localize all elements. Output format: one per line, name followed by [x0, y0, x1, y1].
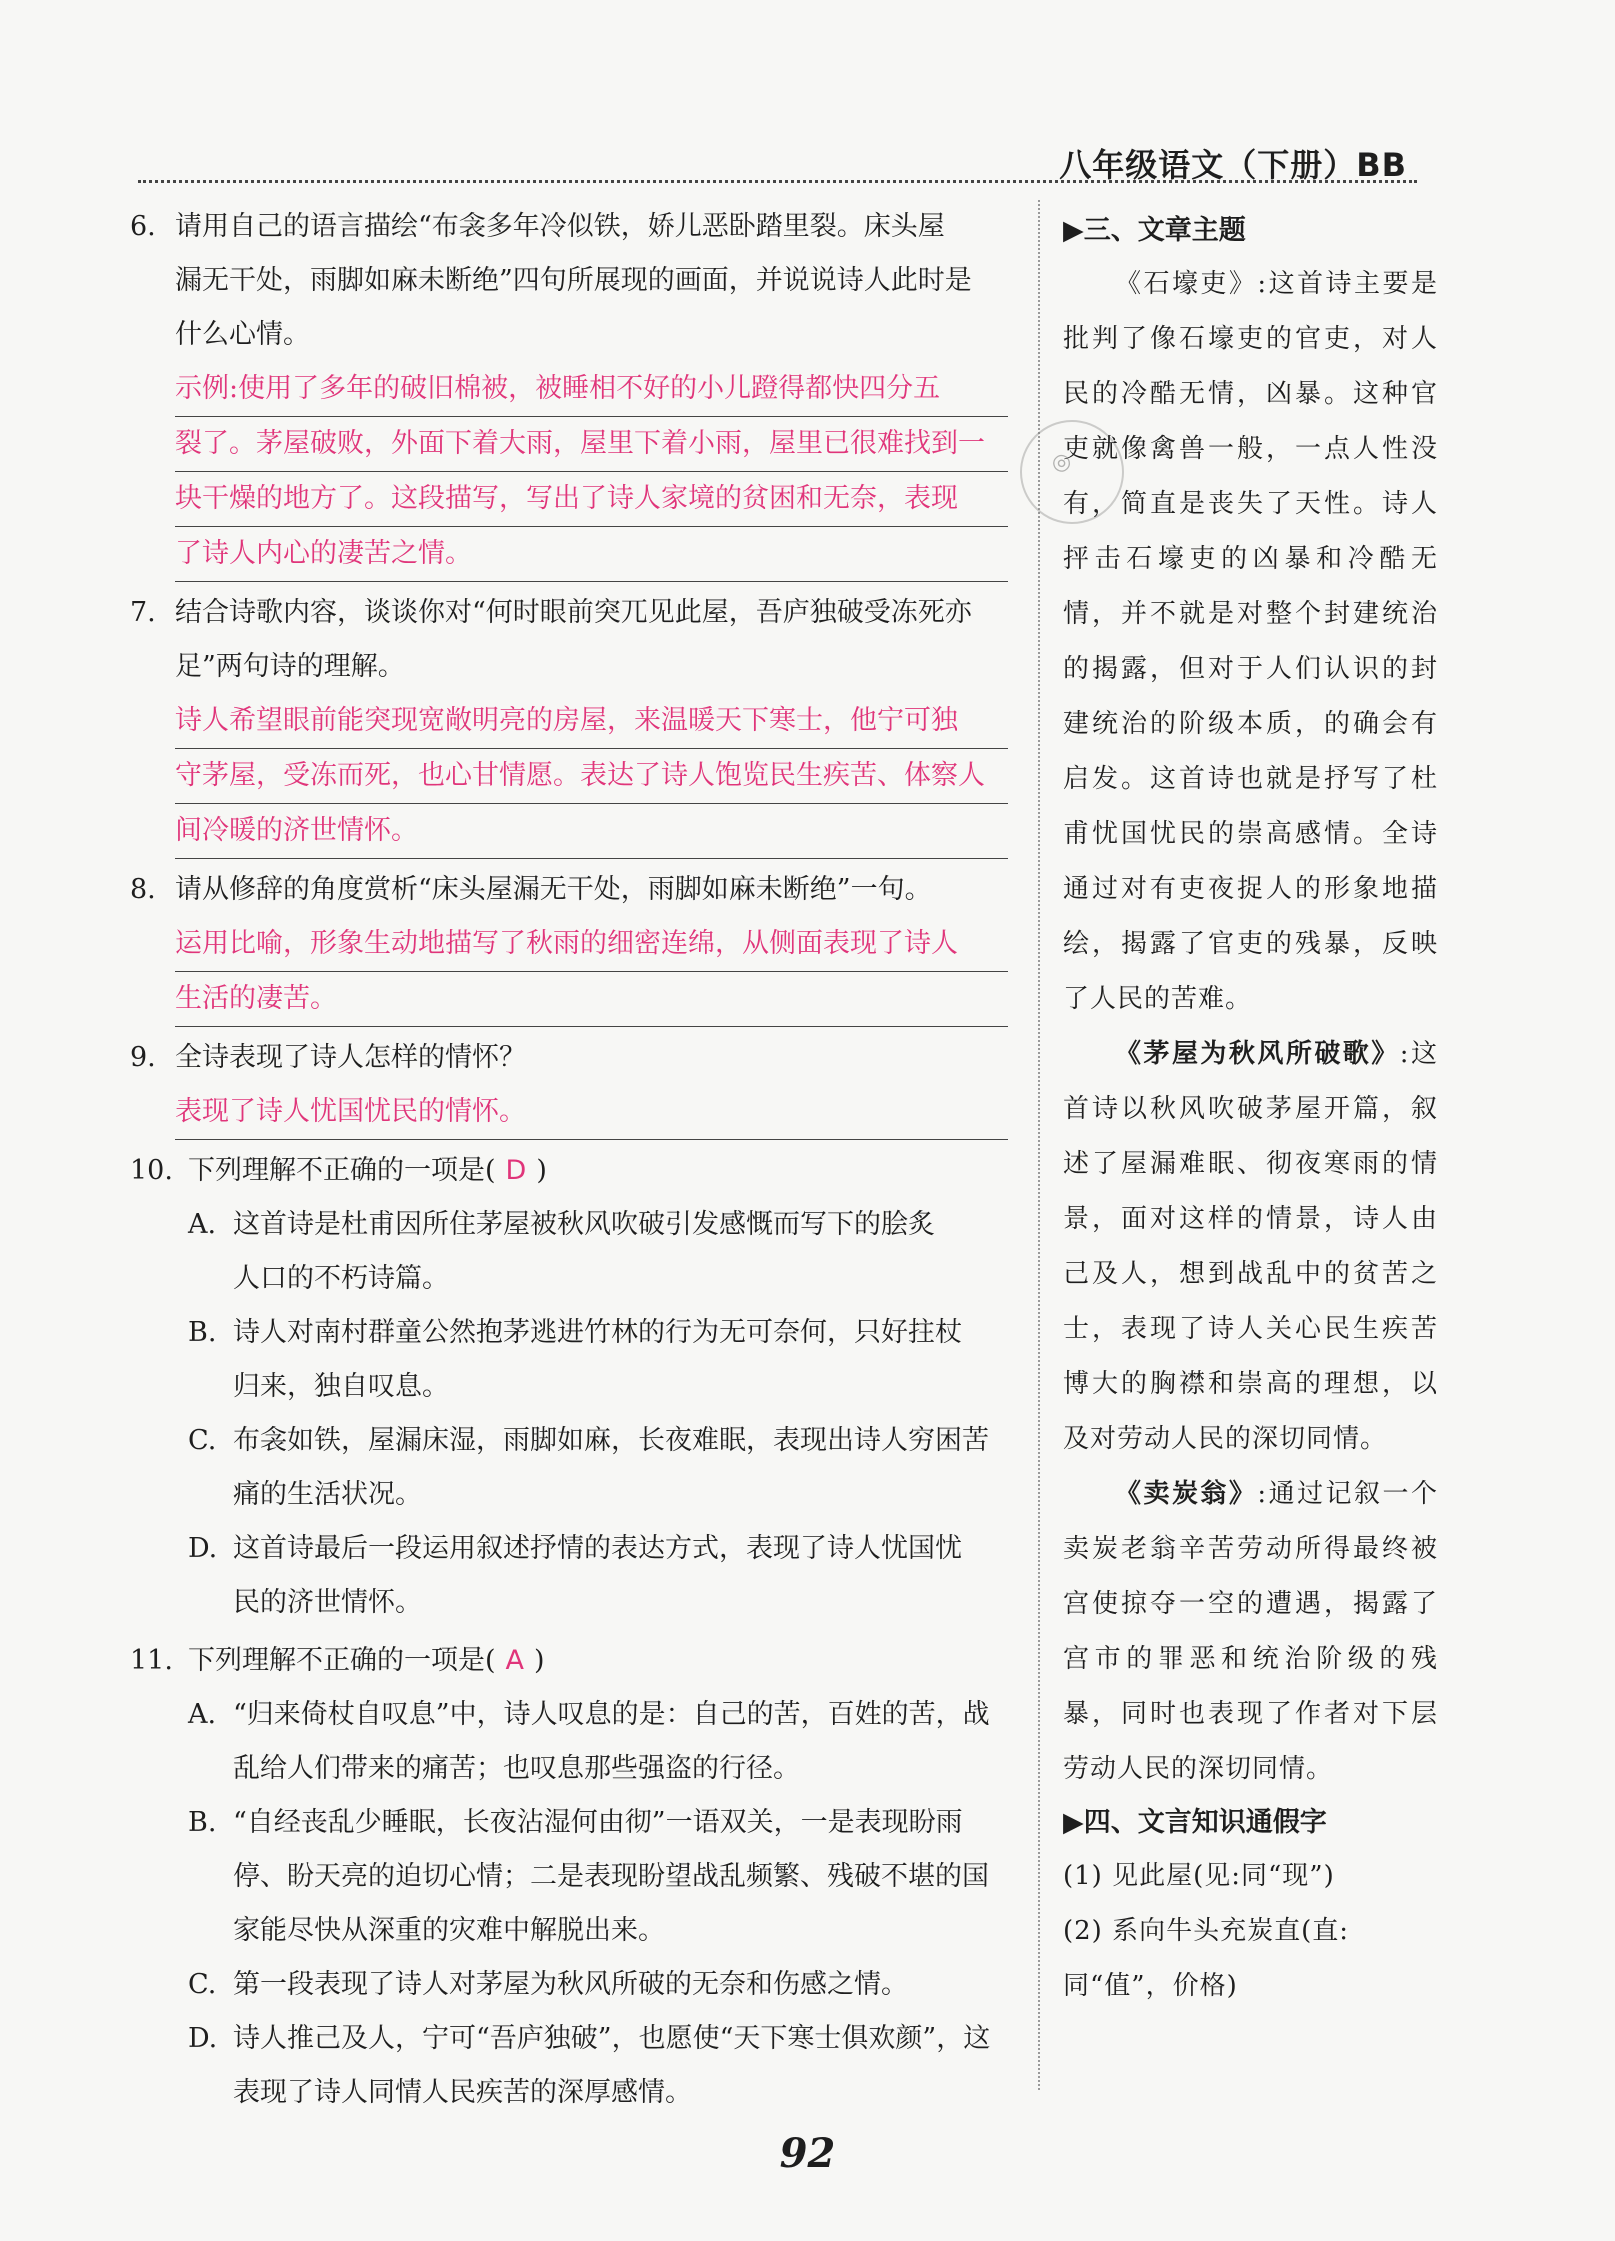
- question-line: 请从修辞的角度赏析“床头屋漏无干处，雨脚如麻未断绝”一句。: [175, 874, 932, 905]
- work-title: 《石壕吏》: [1115, 269, 1258, 299]
- answer-line: 生活的凄苦。: [175, 972, 1008, 1027]
- option-line: 诗人对南村群童公然抱茅逃进竹林的行为无可奈何，只好拄杖: [233, 1317, 962, 1348]
- question-line: 全诗表现了诗人怎样的情怀？: [175, 1042, 526, 1073]
- work-title: 《茅屋为秋风所破歌》: [1115, 1039, 1400, 1069]
- question-number: 6.: [130, 211, 156, 242]
- answer-choice: A: [505, 1645, 525, 1676]
- option-c: [130, 1958, 1008, 2012]
- theme-text: :通过记叙一个卖炭老翁辛苦劳动所得最终被宫使掠夺一空的遭遇，揭露了宫市的罪恶和统治阶级的残暴，同时也表现了作者对下层劳动人民的深切同情。: [1063, 1479, 1438, 1784]
- option-a: [130, 1198, 1008, 1306]
- work-title: 《卖炭翁》: [1115, 1479, 1258, 1509]
- question-number: 8.: [130, 874, 156, 905]
- option-d: [130, 2012, 1008, 2120]
- answer-line: 运用比喻，形象生动地描写了秋雨的细密连绵，从侧面表现了诗人: [175, 917, 1008, 972]
- answer-8: [130, 917, 1008, 1027]
- option-letter: B.: [188, 1317, 217, 1348]
- question-close: ): [534, 1645, 545, 1676]
- option-c: [130, 1414, 1008, 1522]
- answer-line: 了诗人内心的凄苦之情。: [175, 527, 1008, 582]
- option-letter: A.: [188, 1209, 217, 1240]
- option-line: 这首诗是杜甫因所住茅屋被秋风吹破引发感慨而写下的脍炙: [233, 1209, 935, 1240]
- questions-column: [130, 200, 1008, 2120]
- option-line: “归来倚杖自叹息”中，诗人叹息的是：自己的苦，百姓的苦，战: [233, 1699, 990, 1730]
- question-6: [130, 200, 1008, 362]
- option-letter: D.: [188, 1533, 218, 1564]
- notes-sidebar: [1063, 205, 1438, 2014]
- section-heading: ▶三、文章主题: [1063, 215, 1246, 246]
- question-line: 结合诗歌内容，谈谈你对“何时眼前突兀见此屋，吾庐独破受冻死亦: [175, 597, 972, 628]
- stamp-mark: ◎: [1049, 448, 1074, 477]
- option-line: 民的济世情怀。: [233, 1587, 422, 1618]
- option-letter: C.: [188, 1969, 217, 2000]
- answer-6: [130, 362, 1008, 582]
- answer-line: 块干燥的地方了。这段描写，写出了诗人家境的贫困和无奈，表现: [175, 472, 1008, 527]
- option-line: 诗人推己及人，宁可“吾庐独破”，也愿使“天下寒士俱欢颜”，这: [233, 2023, 991, 2054]
- book-title: 八年级语文（下册）BB: [1059, 146, 1407, 184]
- question-number: 10.: [130, 1155, 173, 1186]
- option-d: [130, 1522, 1008, 1630]
- answer-line: 示例:使用了多年的破旧棉被，被睡相不好的小儿蹬得都快四分五: [175, 362, 1008, 417]
- answer-choice: D: [505, 1155, 527, 1186]
- question-line: 什么心情。: [175, 319, 310, 350]
- option-line: 人口的不朽诗篇。: [233, 1263, 449, 1294]
- note-item: (1) 见此屋(见:同“现”): [1063, 1861, 1335, 1891]
- question-8: [130, 863, 1008, 917]
- option-b: [130, 1796, 1008, 1958]
- option-line: 停、盼天亮的迫切心情；二是表现盼望战乱频繁、残破不堪的国: [233, 1861, 989, 1892]
- question-line: 漏无干处，雨脚如麻未断绝”四句所展现的画面，并说说诗人此时是: [175, 265, 972, 296]
- option-line: 这首诗最后一段运用叙述抒情的表达方式，表现了诗人忧国忧: [233, 1533, 962, 1564]
- answer-7: [130, 694, 1008, 859]
- answer-line: 表现了诗人忧国忧民的情怀。: [175, 1085, 1008, 1140]
- theme-paragraph: [1063, 257, 1438, 1027]
- option-letter: C.: [188, 1425, 217, 1456]
- page-number: 92: [779, 2130, 836, 2177]
- option-line: 布衾如铁，屋漏床湿，雨脚如麻，长夜难眠，表现出诗人穷困苦: [233, 1425, 989, 1456]
- option-line: 乱给人们带来的痛苦；也叹息那些强盗的行径。: [233, 1753, 800, 1784]
- option-line: 归来，独自叹息。: [233, 1371, 449, 1402]
- option-a: [130, 1688, 1008, 1796]
- option-line: 家能尽快从深重的灾难中解脱出来。: [233, 1915, 665, 1946]
- question-number: 11.: [130, 1645, 173, 1676]
- question-number: 7.: [130, 597, 156, 628]
- note-item: (2) 系向牛头充炭直(直:同“值”，价格): [1063, 1916, 1349, 2001]
- question-close: ): [536, 1155, 547, 1186]
- question-9: [130, 1031, 1008, 1085]
- answer-line: 诗人希望眼前能突现宽敞明亮的房屋，来温暖天下寒士，他宁可独: [175, 694, 1008, 749]
- answer-line: 守茅屋，受冻而死，也心甘情愿。表达了诗人饱览民生疾苦、体察人: [175, 749, 1008, 804]
- theme-text: :这首诗主要是批判了像石壕吏的官吏，对人民的冷酷无情，凶暴。这种官吏就像禽兽一般，一点人性没有，简直是丧失了天性。诗人抨击石壕吏的凶暴和冷酷无情，并不就是对整个封建统治的揭露，但对于人们认识的封建统治的阶级本质，的确会有启发。这首诗也就是抒写了杜甫忧国忧民的崇高感情。全诗通过对有吏夜捉人的形象地描绘，揭露了官吏的残暴，反映了人民的苦难。: [1063, 269, 1438, 1014]
- question-stem: 下列理解不正确的一项是(: [188, 1645, 496, 1676]
- answer-line: 裂了。茅屋破败，外面下着大雨，屋里下着小雨，屋里已很难找到一: [175, 417, 1008, 472]
- option-letter: A.: [188, 1699, 217, 1730]
- theme-paragraph: [1063, 1027, 1438, 1467]
- question-10: [130, 1144, 1008, 1198]
- question-stem: 下列理解不正确的一项是(: [188, 1155, 496, 1186]
- answer-line: 间冷暖的济世情怀。: [175, 804, 1008, 859]
- question-line: 请用自己的语言描绘“布衾多年冷似铁，娇儿恶卧踏里裂。床头屋: [175, 211, 945, 242]
- header-divider: [138, 180, 1417, 183]
- question-number: 9.: [130, 1042, 156, 1073]
- answer-9: [130, 1085, 1008, 1140]
- theme-paragraph: [1063, 1467, 1438, 1797]
- option-letter: D.: [188, 2023, 218, 2054]
- option-line: 痛的生活状况。: [233, 1479, 422, 1510]
- option-letter: B.: [188, 1807, 217, 1838]
- question-11: [130, 1634, 1008, 1688]
- option-b: [130, 1306, 1008, 1414]
- section-heading: ▶四、文言知识通假字: [1063, 1807, 1327, 1838]
- option-line: 第一段表现了诗人对茅屋为秋风所破的无奈和伤感之情。: [233, 1969, 908, 2000]
- option-line: 表现了诗人同情人民疾苦的深厚感情。: [233, 2077, 692, 2108]
- option-line: “自经丧乱少睡眠，长夜沾湿何由彻”一语双关，一是表现盼雨: [233, 1807, 963, 1838]
- theme-text: :这首诗以秋风吹破茅屋开篇，叙述了屋漏难眠、彻夜寒雨的情景，面对这样的情景，诗人由己及人，想到战乱中的贫苦之士，表现了诗人关心民生疾苦博大的胸襟和崇高的理想，以及对劳动人民的深切同情。: [1063, 1039, 1438, 1454]
- question-7: [130, 586, 1008, 694]
- question-line: 足”两句诗的理解。: [175, 651, 405, 682]
